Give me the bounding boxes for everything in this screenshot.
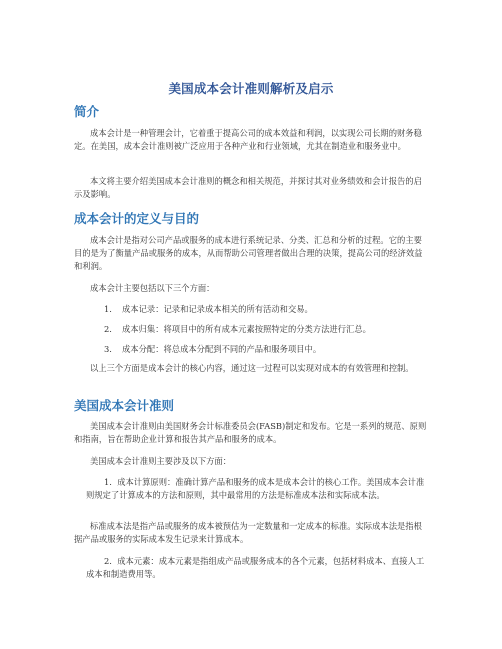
definition-paragraph-1: 成本会计是指对公司产品或服务的成本进行系统记录、分类、汇总和分析的过程。它的主要目的是为了衡量产品或服务的成本，从而帮助公司管理者做出合理的决策，提高公司的经济效益和利润。 (74, 235, 423, 272)
intro-paragraph-1: 成本会计是一种管理会计，它着重于提高公司的成本效益和利润，以实现公司长期的财务稳定。在美国，成本会计准则被广泛应用于各种产业和行业领域，尤其在制造业和服务业中。 (74, 128, 422, 152)
us-standards-paragraph-1: 美国成本会计准则由美国财务会计标准委员会(FASB)制定和发布。它是一系列的规范、原则和指南，旨在帮助企业计算和报告其产品和服务的成本。 (74, 421, 427, 445)
list-item (104, 343, 430, 356)
list-item-text: 成本计算原则：准确计算产品和服务的成本是成本会计的核心工作。美国成本会计准则规定了计算成本的方法和原则，其中最常用的方法是标准成本法和实际成本法。 (86, 477, 425, 501)
list-item (104, 303, 430, 316)
intro-paragraph-2: 本文将主要介绍美国成本会计准则的概念和相关规范，并探讨其对业务绩效和会计报告的启示及影响。 (74, 176, 422, 200)
list-item-number: 1. (104, 477, 112, 487)
us-standards-paragraph-2: 美国成本会计准则主要涉及以下方面： (90, 456, 232, 466)
us-standards-note-paragraph: 标准成本法是指产品或服务的成本被预估为一定数量和一定成本的标准。实际成本法是指根据产品或服务的实际成本发生记录来计算成本。 (74, 521, 422, 545)
list-item-text: 成本记录：记录和记录成本相关的所有活动和交易。 (122, 304, 313, 314)
list-item-text: 成本归集：将项目中的所有成本元素按照特定的分类方法进行汇总。 (122, 324, 371, 334)
list-item (104, 323, 430, 336)
section-heading-us-standards: 美国成本会计准则 (74, 398, 175, 413)
definition-paragraph-2: 成本会计主要包括以下三个方面： (90, 283, 215, 293)
definition-closing-paragraph: 以上三个方面是成本会计的核心内容，通过这一过程可以实现对成本的有效管理和控制。 (90, 363, 414, 373)
list-item-text: 成本分配：将总成本分配到不同的产品和服务项目中。 (122, 344, 322, 354)
list-item-number: 2. (104, 324, 112, 334)
list-item-number: 1. (104, 304, 112, 314)
document-title: 美国成本会计准则解析及启示 (168, 81, 334, 96)
list-item-number: 2. (104, 556, 112, 566)
list-item (86, 555, 430, 581)
list-item-text: 成本元素：成本元素是指组成产品或服务成本的各个元素，包括材料成本、直接人工成本和制造费用等。 (86, 556, 425, 580)
section-heading-intro: 简介 (74, 104, 100, 119)
list-item (86, 476, 430, 502)
list-item-number: 3. (104, 344, 112, 354)
section-heading-definition: 成本会计的定义与目的 (74, 211, 200, 226)
